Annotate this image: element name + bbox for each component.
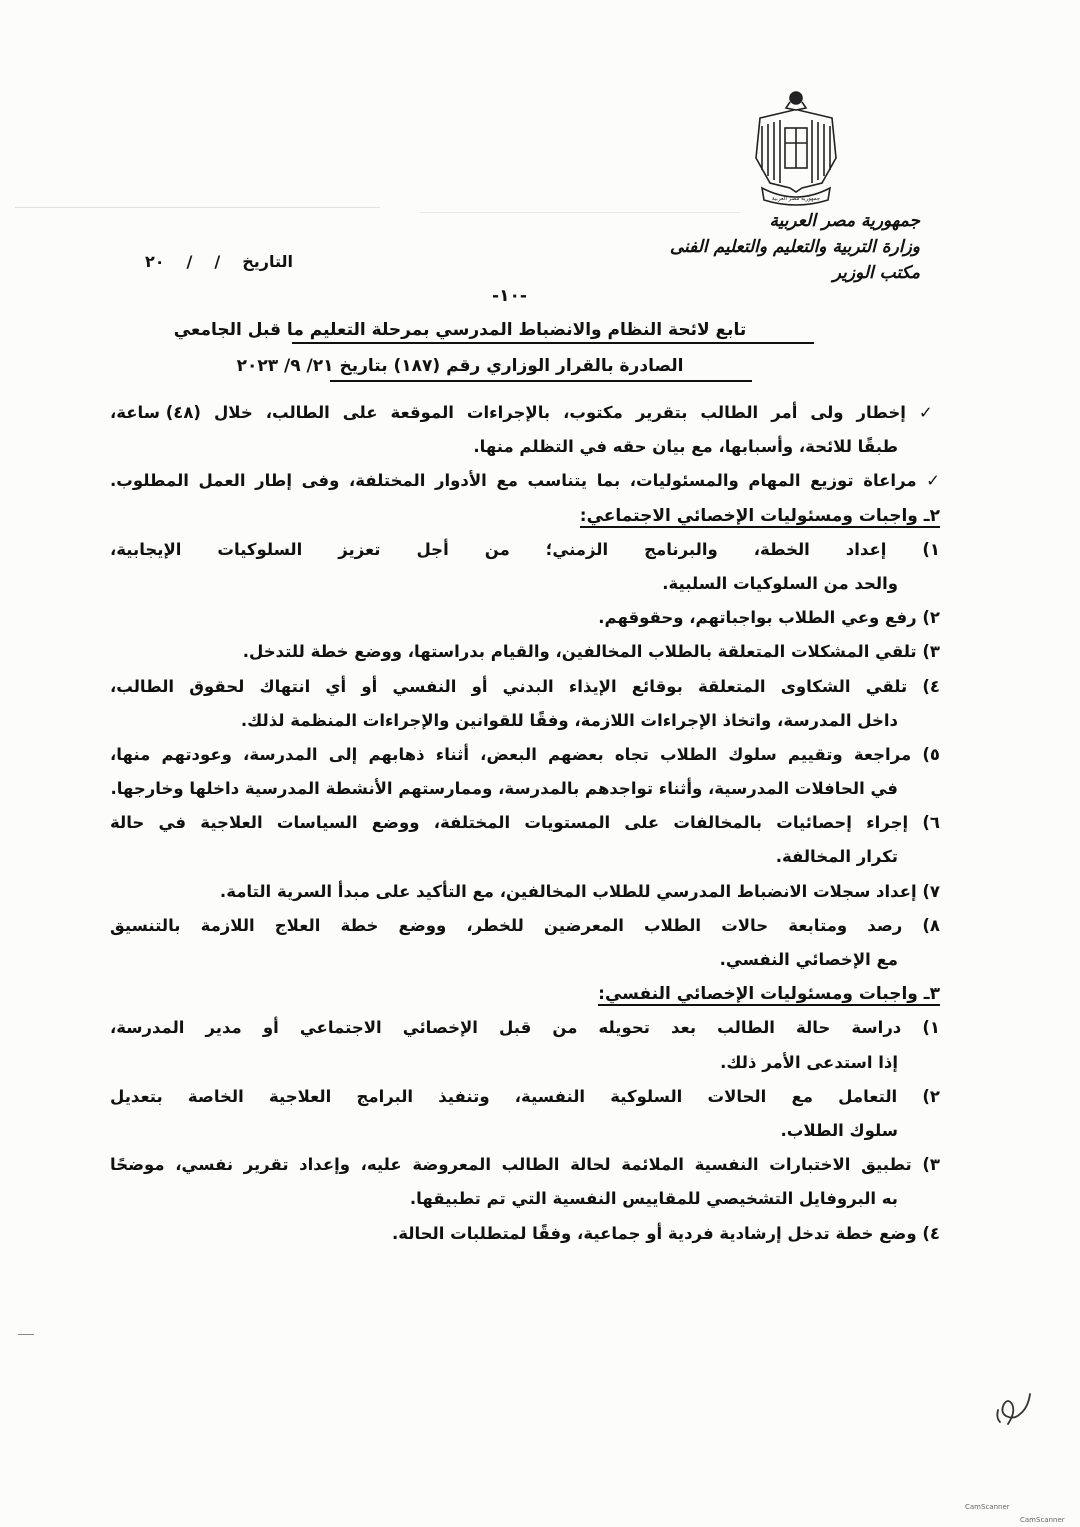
document-body [110,396,940,1251]
date-label: التاريخ [242,252,293,271]
list-item [110,1217,940,1251]
item-line: ٤) تلقي الشكاوى المتعلقة بوقائع الإيذاء البدني أو النفسي أو أي انتهاك لحقوق الطالب، [110,676,940,696]
page-number: -١٠- [492,286,527,306]
item-line: ٦) إجراء إحصائيات بالمخالفات على المستويات المختلفة، ووضع السياسات العلاجية في حالة [110,813,940,833]
list-item [110,738,940,806]
item-line: ٣) تلقي المشكلات المتعلقة بالطلاب المخالفين، والقيام بدراستها، ووضع خطة للتدخل. [242,642,940,662]
handwritten-signature [990,1390,1036,1430]
list-item [110,1148,940,1216]
scanner-watermark: CamScanner [965,1503,1010,1511]
item-line: طبقًا للائحة، وأسبابها، مع بيان حقه في التظلم منها. [473,437,898,457]
list-item [110,909,940,977]
list-item [110,1080,940,1148]
item-line: ١) دراسة حالة الطالب بعد تحويله من قبل الإخصائي الاجتماعي أو مدير المدرسة، [110,1018,940,1038]
document-title: تابع لائحة النظام والانضباط المدرسي بمرحلة التعليم ما قبل الجامعي [173,320,747,340]
item-line: مع الإخصائي النفسي. [719,950,898,969]
item-line: داخل المدرسة، واتخاذ الإجراءات اللازمة، وفقًا للقوانين والإجراءات المنظمة لذلك. [240,710,898,730]
item-line: سلوك الطلاب. [780,1120,898,1140]
ministry-header [670,208,920,286]
scanner-watermark: CamScanner [1020,1516,1065,1524]
header-ministry: وزارة التربية والتعليم والتعليم الفنى [669,237,920,257]
item-line: ✓ مراعاة توزيع المهام والمسئوليات، بما يتناسب مع الأدوار المختلفة، وفى إطار العمل المطلوب. [110,471,940,491]
item-line: ٢) رفع وعي الطلاب بواجباتهم، وحقوقهم. [598,608,940,628]
list-item [110,875,940,909]
item-line: والحد من السلوكيات السلبية. [662,573,898,593]
decree-underline [330,380,752,382]
list-item [110,601,940,635]
header-country: جمهورية مصر العربية [769,211,920,231]
item-line: ١) إعداد الخطة، والبرنامج الزمني؛ من أجل تعزيز السلوكيات الإيجابية، [110,539,940,559]
date-field [145,252,293,271]
item-line: به البروفايل التشخيصي للمقاييس النفسية التي تم تطبيقها. [409,1189,898,1209]
date-year: ٢٠ [145,252,165,271]
item-line: إذا استدعى الأمر ذلك. [720,1052,898,1072]
top-item [110,396,940,464]
item-line: ٤) وضع خطة تدخل إرشادية فردية أو جماعية، وفقًا لمتطلبات الحالة. [391,1223,940,1243]
scan-artifact-line [18,1334,34,1335]
date-separator: / [214,252,221,271]
item-line: في الحافلات المدرسية، وأثناء تواجدهم بالمدرسة، وممارستهم الأنشطة المدرسية داخلها وخارجها. [110,779,898,799]
item-line: ٨) رصد ومتابعة حالات الطلاب المعرضين للخطر، ووضع خطة العلاج اللازمة بالتنسيق [110,915,940,935]
section-heading-text: ٢ـ واجبات ومسئوليات الإخصائي الاجتماعي: [579,505,940,526]
item-line: ✓ إخطار ولى أمر الطالب بتقرير مكتوب، بالإجراءات الموقعة على الطالب، خلال (٤٨) ساعة، [110,403,940,422]
scan-artifact-line [15,207,380,208]
document-decree: الصادرة بالقرار الوزاري رقم (١٨٧) بتاريخ ٢١/ ٩/ ٢٠٢٣ [236,356,684,376]
emblem-caption: جمهورية مصر العربية [771,196,821,202]
list-item [110,635,940,669]
section-heading-text: ٣ـ واجبات ومسئوليات الإخصائي النفسي: [598,984,940,1005]
section-heading [110,499,940,533]
list-item [110,533,940,601]
list-item [110,806,940,874]
item-line: ٢) التعامل مع الحالات السلوكية النفسية، وتنفيذ البرامج العلاجية الخاصة بتعديل [110,1086,940,1106]
item-line: ٥) مراجعة وتقييم سلوك الطلاب تجاه بعضهم البعض، أثناء ذهابهم إلى المدرسة، وعودتهم منها، [110,744,940,764]
list-item [110,670,940,738]
item-line: ٧) إعداد سجلات الانضباط المدرسي للطلاب المخالفين، مع التأكيد على مبدأ السرية التامة. [219,881,940,901]
section-heading [110,977,940,1011]
item-line: تكرار المخالفة. [775,847,898,867]
top-item [110,464,940,498]
item-line: ٣) تطبيق الاختبارات النفسية الملائمة لحالة الطالب المعروضة عليه، وإعداد تقرير نفسي، موضحًا [110,1155,940,1175]
list-item [110,1011,940,1079]
header-office: مكتب الوزير [832,263,920,283]
eagle-emblem-icon [750,88,840,206]
date-separator: / [186,252,193,271]
title-underline [292,342,814,344]
